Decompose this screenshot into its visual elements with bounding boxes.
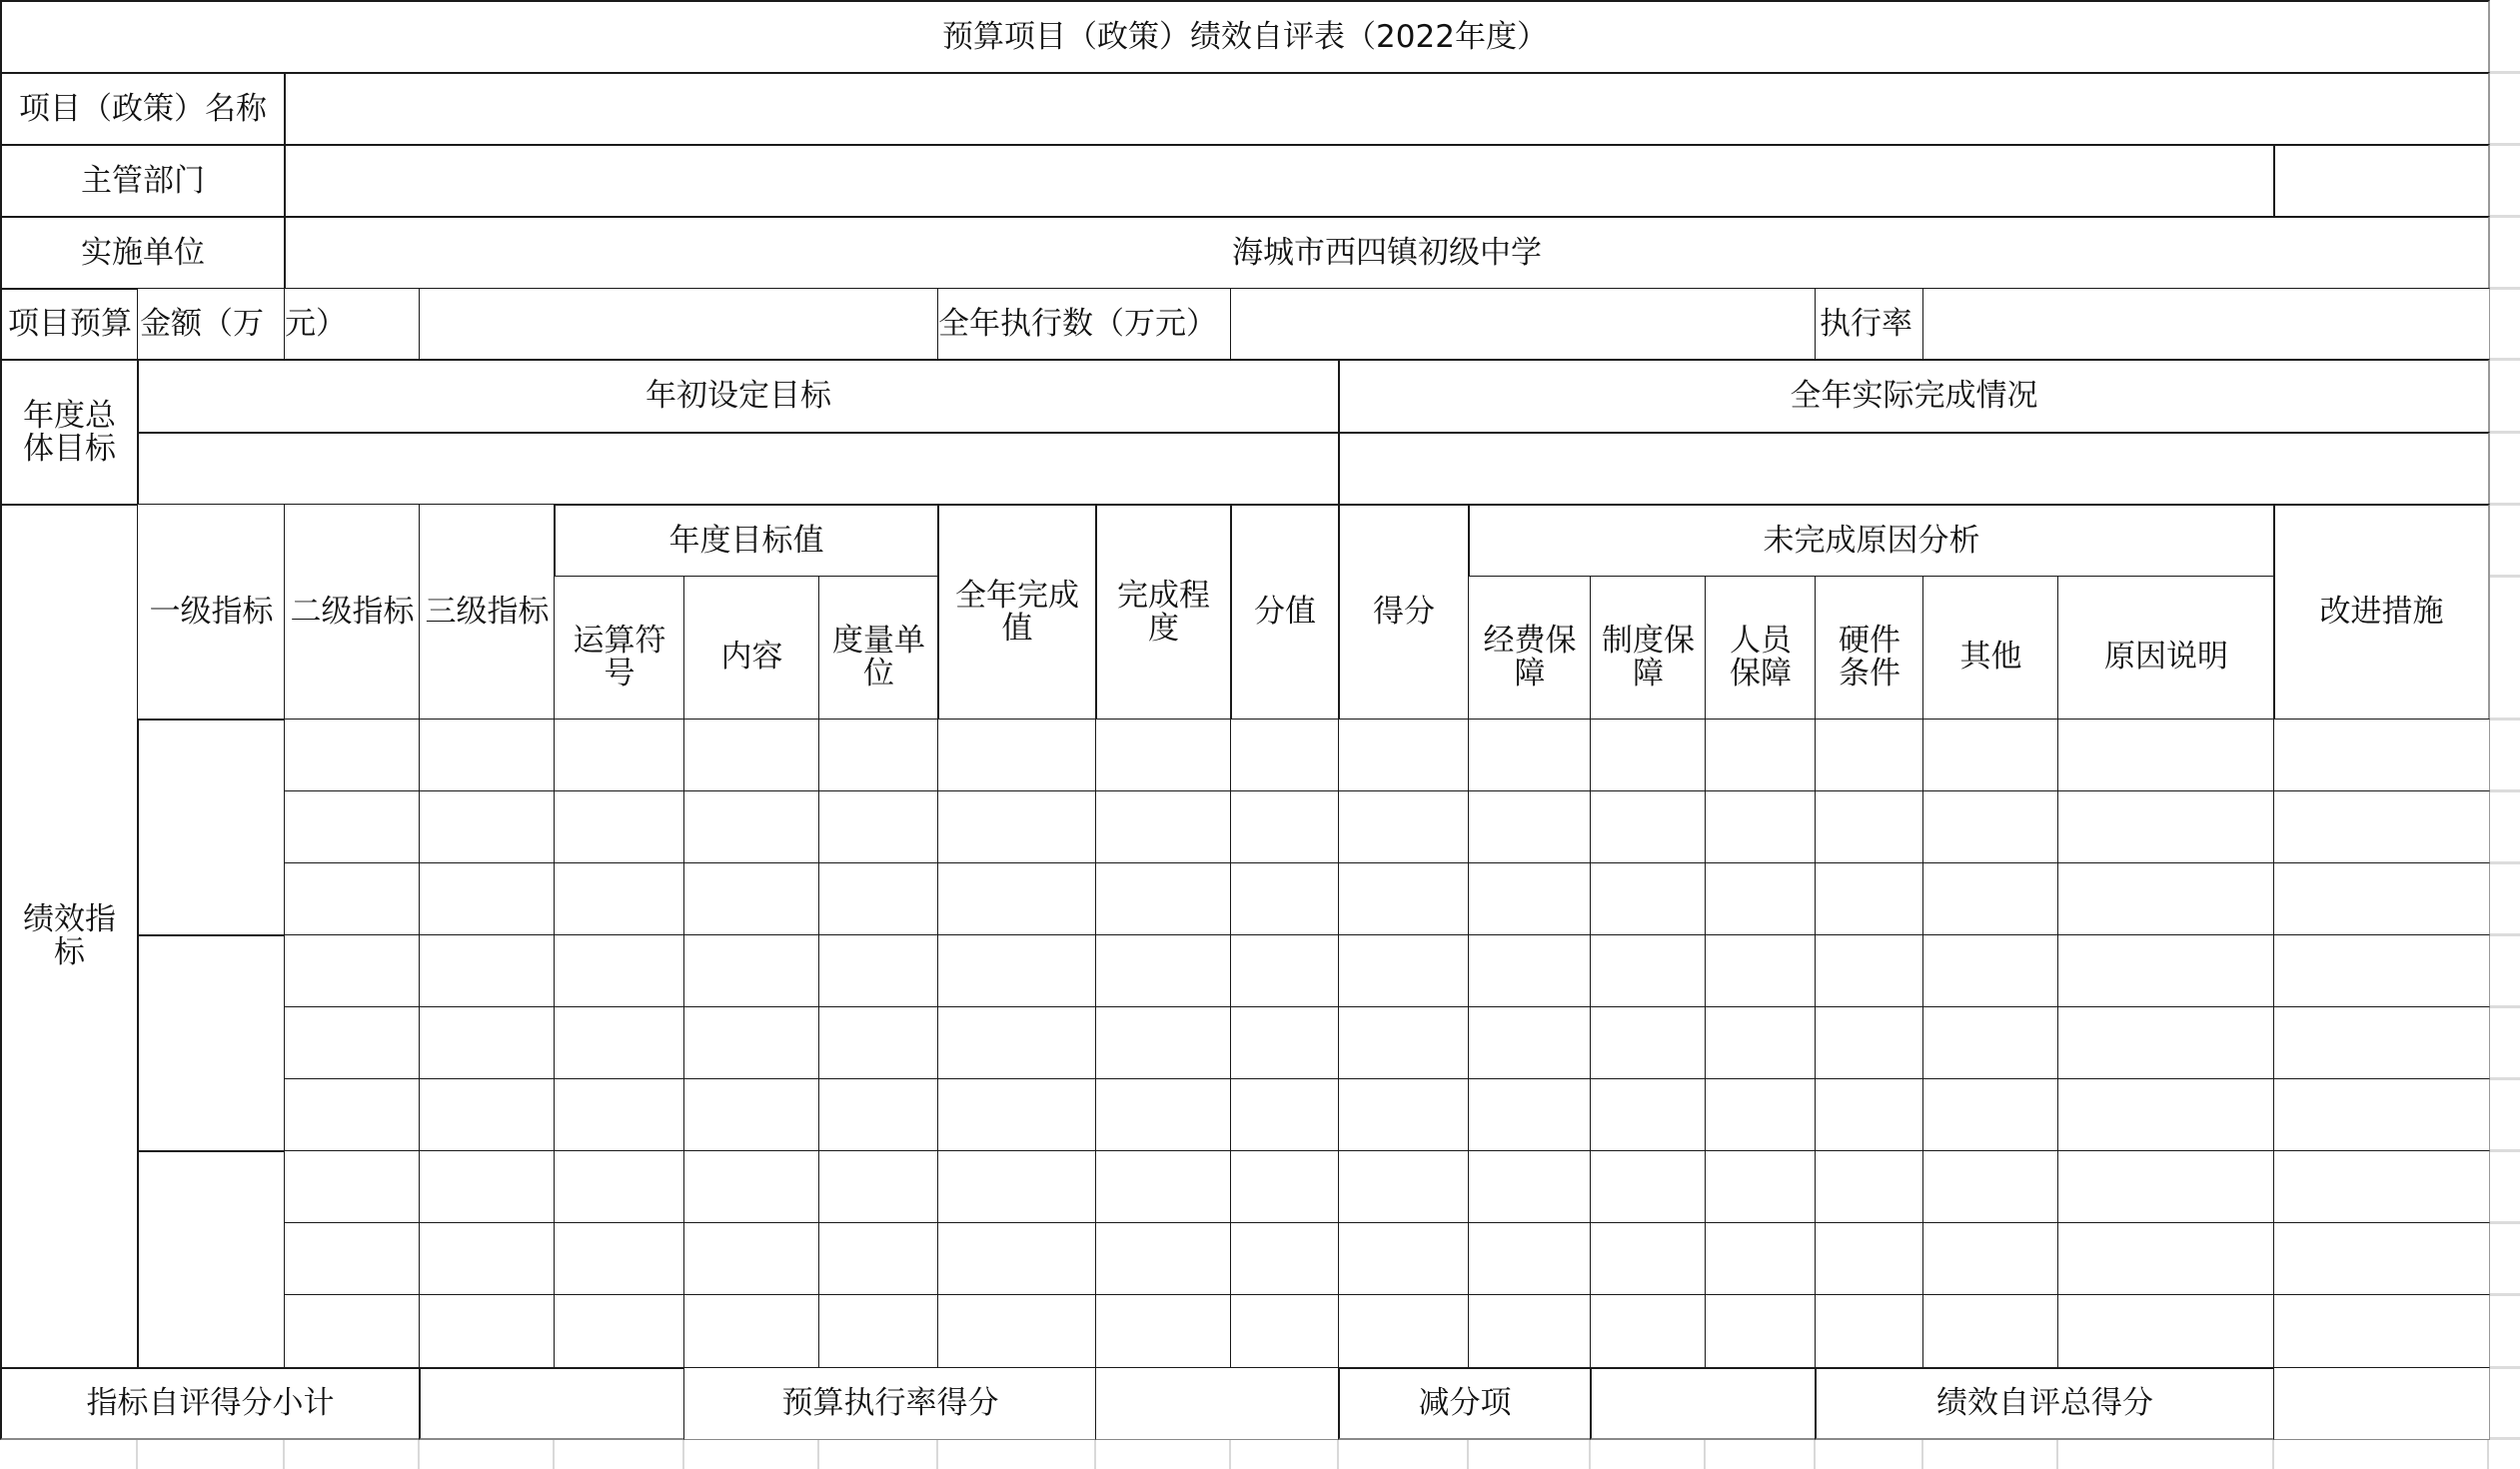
cell-unit[interactable] — [818, 1294, 939, 1369]
gridline — [2490, 1077, 2520, 1080]
cell-improvement[interactable] — [2273, 1222, 2490, 1296]
cell-system[interactable] — [1590, 934, 1707, 1008]
cell-unit[interactable] — [818, 862, 939, 936]
cell-level3[interactable] — [419, 719, 556, 792]
cell-personnel[interactable] — [1705, 1150, 1817, 1224]
gridline — [2490, 215, 2520, 218]
cell-annual-completed[interactable] — [937, 934, 1097, 1008]
gridline — [1094, 1438, 1096, 1469]
gridline — [936, 1438, 938, 1469]
cell-operator[interactable] — [554, 719, 685, 792]
cell-points[interactable] — [1230, 862, 1340, 936]
cell-system[interactable] — [1590, 1078, 1707, 1152]
cell-reason-note[interactable] — [2057, 790, 2275, 864]
cell-completion-degree[interactable] — [1095, 862, 1232, 936]
cell-hardware[interactable] — [1815, 1150, 1924, 1224]
level1-group-3[interactable] — [137, 1150, 286, 1369]
gridline — [2490, 71, 2520, 74]
annual-goals-label — [0, 359, 139, 506]
budget-label-part3: 元） — [284, 288, 421, 361]
cell-annual-completed[interactable] — [937, 790, 1097, 864]
cell-level2[interactable] — [284, 862, 421, 936]
cell-personnel[interactable] — [1705, 719, 1817, 792]
cell-reason-note[interactable] — [2057, 1006, 2275, 1080]
subtotal-value[interactable] — [419, 1367, 685, 1440]
cell-funding[interactable] — [1468, 1006, 1592, 1080]
gridline — [2490, 861, 2520, 864]
cell-level2[interactable] — [284, 1222, 421, 1296]
gridline — [2490, 789, 2520, 792]
cell-other[interactable] — [1922, 934, 2059, 1008]
cell-annual-completed[interactable] — [937, 862, 1097, 936]
gridline — [136, 1438, 138, 1469]
cell-funding[interactable] — [1468, 790, 1592, 864]
annual-goals-label-text: 年度总体目标 — [23, 397, 116, 467]
cell-personnel[interactable] — [1705, 862, 1817, 936]
cell-funding[interactable] — [1468, 934, 1592, 1008]
cell-completion-degree[interactable] — [1095, 1294, 1232, 1369]
gridline — [682, 1438, 684, 1469]
cell-unit[interactable] — [818, 719, 939, 792]
cell-level3[interactable] — [419, 934, 556, 1008]
gridline — [1229, 1438, 1231, 1469]
header-system — [1590, 576, 1707, 721]
cell-improvement[interactable] — [2273, 862, 2490, 936]
gridline — [1921, 1438, 1923, 1469]
cell-level2[interactable] — [284, 1078, 421, 1152]
cell-points[interactable] — [1230, 1150, 1340, 1224]
header-operator — [554, 576, 685, 721]
cell-completion-degree[interactable] — [1095, 1150, 1232, 1224]
deduction-value[interactable] — [1590, 1367, 1817, 1440]
cell-level3[interactable] — [419, 1294, 556, 1369]
implementer-label: 实施单位 — [0, 216, 286, 290]
cell-content[interactable] — [683, 719, 820, 792]
cell-level2[interactable] — [284, 1006, 421, 1080]
header-other-text: 其他 — [1959, 639, 2022, 675]
cell-improvement[interactable] — [2273, 790, 2490, 864]
header-unit — [818, 576, 939, 721]
cell-level3[interactable] — [419, 1006, 556, 1080]
cell-reason-note[interactable] — [2057, 1150, 2275, 1224]
cell-system[interactable] — [1590, 1294, 1707, 1369]
cell-score[interactable] — [1338, 862, 1470, 936]
cell-other[interactable] — [1922, 1006, 2059, 1080]
cell-score[interactable] — [1338, 1150, 1470, 1224]
cell-content[interactable] — [683, 1006, 820, 1080]
performance-indicators-label-text: 绩效指标 — [23, 901, 116, 970]
cell-operator[interactable] — [554, 1006, 685, 1080]
cell-content[interactable] — [683, 790, 820, 864]
cell-score[interactable] — [1338, 790, 1470, 864]
cell-score[interactable] — [1338, 1006, 1470, 1080]
cell-score[interactable] — [1338, 934, 1470, 1008]
cell-hardware[interactable] — [1815, 1294, 1924, 1369]
cell-improvement[interactable] — [2273, 1006, 2490, 1080]
cell-reason-note[interactable] — [2057, 1294, 2275, 1369]
cell-points[interactable] — [1230, 719, 1340, 792]
cell-funding[interactable] — [1468, 1294, 1592, 1369]
cell-content[interactable] — [683, 1150, 820, 1224]
cell-improvement[interactable] — [2273, 719, 2490, 792]
cell-level2[interactable] — [284, 1150, 421, 1224]
executed-amount-label: 全年执行数（万元） — [937, 288, 1232, 361]
initial-goal-header: 年初设定目标 — [137, 359, 1340, 434]
budget-label-part1: 项目预算 — [0, 288, 139, 361]
cell-annual-completed[interactable] — [937, 1222, 1097, 1296]
header-annual-completed — [937, 504, 1097, 721]
cell-reason-note[interactable] — [2057, 934, 2275, 1008]
department-value[interactable] — [284, 144, 2275, 218]
gridline — [2490, 575, 2520, 578]
cell-personnel[interactable] — [1705, 1078, 1817, 1152]
deduction-label: 减分项 — [1338, 1367, 1592, 1440]
gridline — [283, 1438, 285, 1469]
cell-improvement[interactable] — [2273, 934, 2490, 1008]
header-completion-degree-text: 完成程度 — [1117, 577, 1210, 647]
gridline — [2490, 718, 2520, 721]
level1-group-1[interactable] — [137, 719, 286, 936]
budget-rate-score-value[interactable] — [1095, 1367, 1340, 1440]
total-score-value[interactable] — [2273, 1367, 2490, 1440]
header-annual-completed-text: 全年完成值 — [955, 577, 1079, 647]
total-score-label: 绩效自评总得分 — [1815, 1367, 2275, 1440]
cell-operator[interactable] — [554, 1294, 685, 1369]
cell-personnel[interactable] — [1705, 934, 1817, 1008]
header-personnel-text: 人员保障 — [1730, 622, 1792, 692]
cell-completion-degree[interactable] — [1095, 719, 1232, 792]
cell-points[interactable] — [1230, 1294, 1340, 1369]
cell-content[interactable] — [683, 862, 820, 936]
subtotal-label: 指标自评得分小计 — [0, 1367, 421, 1440]
cell-score[interactable] — [1338, 1294, 1470, 1369]
cell-unit[interactable] — [818, 790, 939, 864]
cell-level3[interactable] — [419, 862, 556, 936]
cell-content[interactable] — [683, 1294, 820, 1369]
gridline — [2490, 287, 2520, 290]
cell-personnel[interactable] — [1705, 1294, 1817, 1369]
cell-points[interactable] — [1230, 1222, 1340, 1296]
gridline — [2490, 1149, 2520, 1152]
cell-score[interactable] — [1338, 1222, 1470, 1296]
cell-completion-degree[interactable] — [1095, 1078, 1232, 1152]
cell-reason-note[interactable] — [2057, 862, 2275, 936]
cell-hardware[interactable] — [1815, 1078, 1924, 1152]
gridline — [2490, 1221, 2520, 1224]
cell-annual-completed[interactable] — [937, 1294, 1097, 1369]
cell-operator[interactable] — [554, 934, 685, 1008]
cell-unit[interactable] — [818, 1006, 939, 1080]
header-other — [1922, 576, 2059, 721]
execution-rate-label: 执行率 — [1815, 288, 1924, 361]
cell-personnel[interactable] — [1705, 1006, 1817, 1080]
cell-level3[interactable] — [419, 1078, 556, 1152]
gridline — [553, 1438, 555, 1469]
project-name-label: 项目（政策）名称 — [0, 72, 286, 146]
gridline — [2272, 1438, 2274, 1469]
cell-personnel[interactable] — [1705, 790, 1817, 864]
cell-content[interactable] — [683, 1222, 820, 1296]
cell-funding[interactable] — [1468, 1078, 1592, 1152]
header-reason-note-text: 原因说明 — [2104, 639, 2228, 675]
cell-unit[interactable] — [818, 1150, 939, 1224]
cell-system[interactable] — [1590, 719, 1707, 792]
cell-points[interactable] — [1230, 790, 1340, 864]
gridline — [1814, 1438, 1816, 1469]
header-score: 得分 — [1338, 504, 1470, 721]
cell-other[interactable] — [1922, 862, 2059, 936]
cell-score[interactable] — [1338, 719, 1470, 792]
cell-points[interactable] — [1230, 934, 1340, 1008]
cell-hardware[interactable] — [1815, 1006, 1924, 1080]
cell-hardware[interactable] — [1815, 1222, 1924, 1296]
cell-completion-degree[interactable] — [1095, 1222, 1232, 1296]
gridline — [2490, 431, 2520, 434]
cell-improvement[interactable] — [2273, 1150, 2490, 1224]
gridline — [2490, 933, 2520, 936]
header-annual-target: 年度目标值 — [554, 504, 939, 578]
gridline — [2056, 1438, 2058, 1469]
header-content — [683, 576, 820, 721]
actual-completion-header: 全年实际完成情况 — [1338, 359, 2490, 434]
project-name-value[interactable] — [284, 72, 2490, 146]
gridline — [418, 1438, 420, 1469]
cell-operator[interactable] — [554, 1078, 685, 1152]
cell-system[interactable] — [1590, 790, 1707, 864]
cell-points[interactable] — [1230, 1078, 1340, 1152]
cell-annual-completed[interactable] — [937, 1006, 1097, 1080]
department-extra-value[interactable] — [2273, 144, 2490, 218]
cell-reason-note[interactable] — [2057, 1078, 2275, 1152]
header-operator-text: 运算符号 — [573, 622, 666, 692]
gridline — [817, 1438, 819, 1469]
cell-funding[interactable] — [1468, 1222, 1592, 1296]
cell-other[interactable] — [1922, 790, 2059, 864]
cell-reason-note[interactable] — [2057, 1222, 2275, 1296]
gridline — [2490, 1005, 2520, 1008]
cell-hardware[interactable] — [1815, 934, 1924, 1008]
cell-hardware[interactable] — [1815, 719, 1924, 792]
performance-indicators-label — [0, 504, 139, 1369]
header-reason-analysis: 未完成原因分析 — [1468, 504, 2275, 578]
cell-improvement[interactable] — [2273, 1294, 2490, 1369]
cell-unit[interactable] — [818, 934, 939, 1008]
cell-other[interactable] — [1922, 719, 2059, 792]
cell-funding[interactable] — [1468, 862, 1592, 936]
cell-level3[interactable] — [419, 790, 556, 864]
cell-points[interactable] — [1230, 1006, 1340, 1080]
gridline — [1589, 1438, 1591, 1469]
header-level3-indicator: 三级指标 — [419, 504, 556, 721]
cell-system[interactable] — [1590, 1006, 1707, 1080]
cell-personnel[interactable] — [1705, 1222, 1817, 1296]
gridline — [2490, 1437, 2520, 1440]
gridline — [1337, 1438, 1339, 1469]
budget-amount-value[interactable] — [419, 288, 939, 361]
header-funding-text: 经费保障 — [1483, 622, 1577, 692]
header-level1-indicator: 一级指标 — [137, 504, 286, 721]
gridline — [2490, 503, 2520, 506]
gridline — [2490, 1366, 2520, 1369]
header-level2-indicator: 二级指标 — [284, 504, 421, 721]
header-points: 分值 — [1230, 504, 1340, 721]
cell-hardware[interactable] — [1815, 790, 1924, 864]
cell-improvement[interactable] — [2273, 1078, 2490, 1152]
cell-funding[interactable] — [1468, 719, 1592, 792]
implementer-value[interactable]: 海城市西四镇初级中学 — [284, 216, 2490, 290]
cell-completion-degree[interactable] — [1095, 790, 1232, 864]
cell-completion-degree[interactable] — [1095, 934, 1232, 1008]
cell-operator[interactable] — [554, 862, 685, 936]
cell-other[interactable] — [1922, 1222, 2059, 1296]
gridline — [2490, 1293, 2520, 1296]
initial-goal-value[interactable] — [137, 432, 1340, 506]
level1-group-2[interactable] — [137, 934, 286, 1152]
cell-unit[interactable] — [818, 1078, 939, 1152]
cell-operator[interactable] — [554, 790, 685, 864]
gridline — [1704, 1438, 1706, 1469]
executed-amount-value[interactable] — [1230, 288, 1817, 361]
cell-content[interactable] — [683, 934, 820, 1008]
gridline — [1467, 1438, 1469, 1469]
execution-rate-value[interactable] — [1922, 288, 2490, 361]
cell-system[interactable] — [1590, 862, 1707, 936]
cell-other[interactable] — [1922, 1150, 2059, 1224]
gridline — [2490, 143, 2520, 146]
gridline — [2490, 358, 2520, 361]
cell-unit[interactable] — [818, 1222, 939, 1296]
cell-annual-completed[interactable] — [937, 719, 1097, 792]
cell-level2[interactable] — [284, 719, 421, 792]
header-improvement: 改进措施 — [2273, 504, 2490, 721]
cell-system[interactable] — [1590, 1222, 1707, 1296]
cell-hardware[interactable] — [1815, 862, 1924, 936]
cell-operator[interactable] — [554, 1222, 685, 1296]
actual-completion-value[interactable] — [1338, 432, 2490, 506]
cell-level3[interactable] — [419, 1150, 556, 1224]
table-title: 预算项目（政策）绩效自评表（2022年度） — [0, 0, 2490, 74]
cell-reason-note[interactable] — [2057, 719, 2275, 792]
gridline — [2487, 1438, 2489, 1469]
cell-funding[interactable] — [1468, 1150, 1592, 1224]
cell-other[interactable] — [1922, 1294, 2059, 1369]
header-hardware — [1815, 576, 1924, 721]
header-personnel — [1705, 576, 1817, 721]
cell-annual-completed[interactable] — [937, 1078, 1097, 1152]
budget-label-part2: 金额（万 — [137, 288, 286, 361]
header-content-text: 内容 — [720, 639, 783, 675]
cell-level3[interactable] — [419, 1222, 556, 1296]
cell-level2[interactable] — [284, 1294, 421, 1369]
header-hardware-text: 硬件条件 — [1839, 622, 1900, 692]
header-funding — [1468, 576, 1592, 721]
cell-system[interactable] — [1590, 1150, 1707, 1224]
cell-operator[interactable] — [554, 1150, 685, 1224]
cell-level2[interactable] — [284, 790, 421, 864]
header-unit-text: 度量单位 — [832, 622, 925, 692]
cell-annual-completed[interactable] — [937, 1150, 1097, 1224]
header-system-text: 制度保障 — [1602, 622, 1695, 692]
department-label: 主管部门 — [0, 144, 286, 218]
cell-other[interactable] — [1922, 1078, 2059, 1152]
header-completion-degree — [1095, 504, 1232, 721]
cell-score[interactable] — [1338, 1078, 1470, 1152]
cell-level2[interactable] — [284, 934, 421, 1008]
cell-completion-degree[interactable] — [1095, 1006, 1232, 1080]
budget-rate-score-label: 预算执行率得分 — [683, 1367, 1097, 1440]
cell-content[interactable] — [683, 1078, 820, 1152]
header-reason-note — [2057, 576, 2275, 721]
